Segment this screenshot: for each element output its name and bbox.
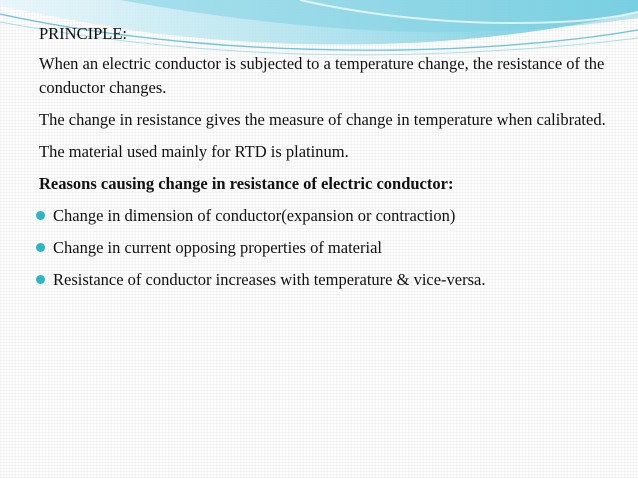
bullet-item	[36, 204, 609, 228]
slide-content	[39, 22, 609, 300]
paragraph-calibration: The change in resistance gives the measure of change in temperature when calibrated.	[39, 110, 606, 129]
bullet-text: Resistance of conductor increases with temperature & vice-versa.	[53, 270, 486, 289]
bullet-item	[36, 236, 609, 260]
bullet-dot-icon	[36, 211, 45, 220]
bullet-text: Change in current opposing properties of material	[53, 238, 382, 257]
bullet-text: Change in dimension of conductor(expansion or contraction)	[53, 206, 456, 225]
reasons-subheading: Reasons causing change in resistance of electric conductor:	[39, 174, 454, 193]
bullet-dot-icon	[36, 243, 45, 252]
slide-heading: PRINCIPLE:	[39, 24, 128, 43]
bullet-item	[36, 268, 609, 292]
paragraph-material: The material used mainly for RTD is platinum.	[39, 142, 349, 161]
bullet-dot-icon	[36, 275, 45, 284]
paragraph-principle: When an electric conductor is subjected to a temperature change, the resistance of the conductor changes.	[39, 54, 605, 97]
